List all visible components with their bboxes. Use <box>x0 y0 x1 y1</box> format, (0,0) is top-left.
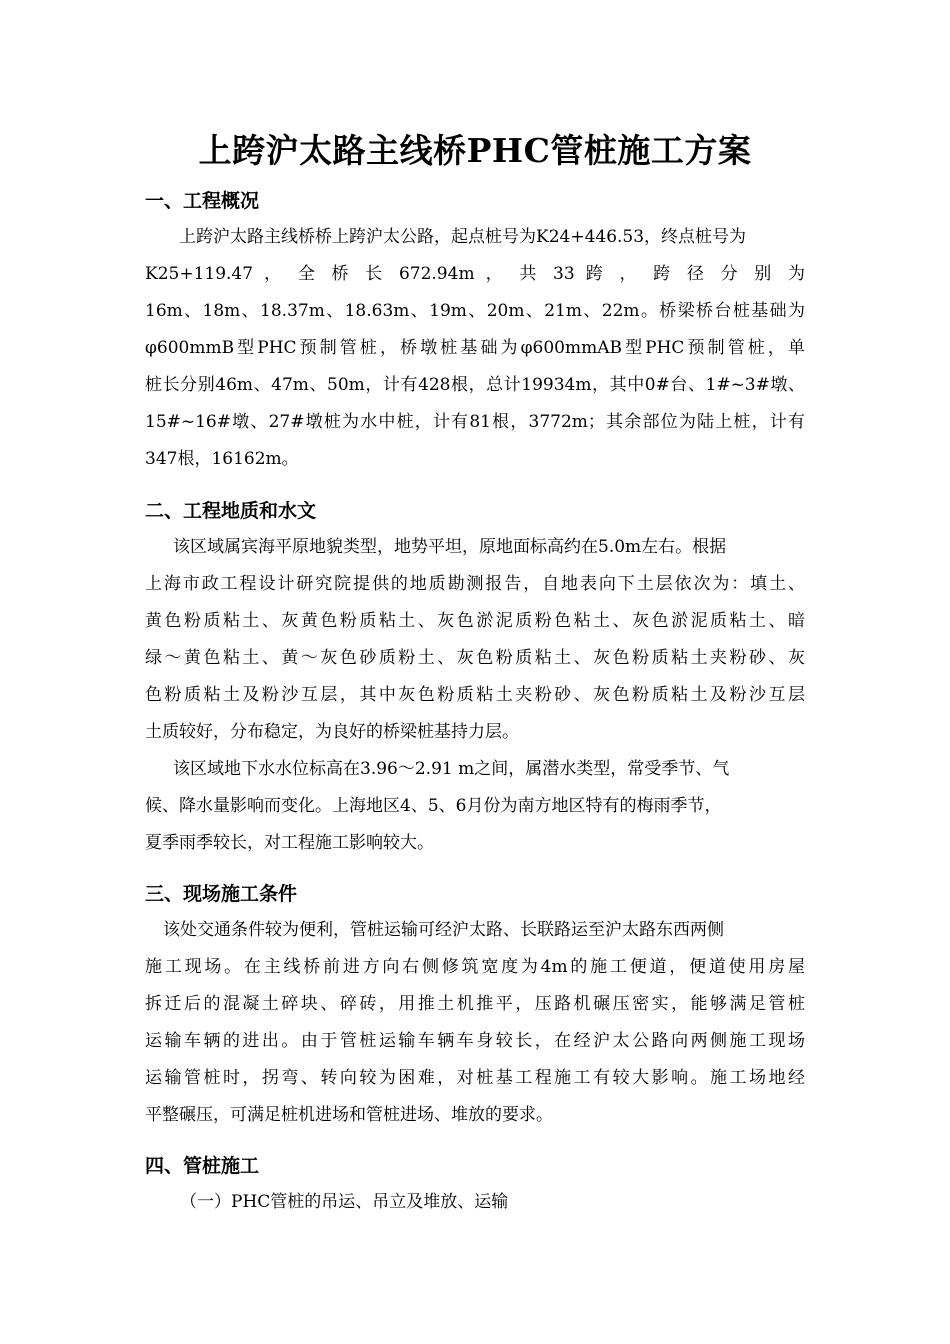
document-title: 上跨沪太路主线桥PHC管桩施工方案 <box>198 131 752 170</box>
paragraph-line: 上海市政工程设计研究院提供的地质勘测报告，自地表向下土层依次为：填土、 <box>145 574 805 594</box>
paragraph-line: 16m、18m、18.37m、18.63m、19m、20m、21m、22m。桥梁桥台桩基础为 <box>145 301 805 321</box>
paragraph-line: 桩长分别46m、47m、50m，计有428根，总计19934m，其中0#台、1#~3#墩、 <box>145 375 805 395</box>
paragraph-line: 15#~16#墩、27#墩桩为水中桩，计有81根，3772m；其余部位为陆上桩，计有 <box>145 412 805 432</box>
section-heading-pile-construction: 四、管桩施工 <box>145 1155 260 1177</box>
paragraph-line: 运输车辆的进出。由于管桩运输车辆车身较长，在经沪太公路向两侧施工现场 <box>145 1031 805 1051</box>
paragraph-line: 拆迁后的混凝土碎块、碎砖，用推土机推平，压路机碾压密实，能够满足管桩 <box>145 994 805 1014</box>
paragraph-line: 施工现场。在主线桥前进方向右侧修筑宽度为4m的施工便道，便道使用房屋 <box>145 957 805 977</box>
section-heading-overview: 一、工程概况 <box>145 190 260 212</box>
paragraph-line: 该区域地下水水位标高在3.96～2.91 m之间，属潜水类型，常受季节、气 <box>173 759 730 779</box>
paragraph-line: 运输管桩时，拐弯、转向较为困难，对桩基工程施工有较大影响。施工场地经 <box>145 1068 805 1088</box>
paragraph-line: K25+119.47 ， 全 桥 长 672.94m ， 共 33 跨 ， 跨 径 分 别 为 <box>145 264 805 284</box>
paragraph-line: 夏季雨季较长，对工程施工影响较大。 <box>145 833 434 853</box>
paragraph-line: 该区域属宾海平原地貌类型，地势平坦，原地面标高约在5.0m左右。根据 <box>173 537 727 557</box>
paragraph-line: 土质较好，分布稳定，为良好的桥梁桩基持力层。 <box>145 722 519 742</box>
section-heading-geology: 二、工程地质和水文 <box>145 500 317 522</box>
paragraph-line: 平整碾压，可满足桩机进场和管桩进场、堆放的要求。 <box>145 1105 553 1125</box>
paragraph-line: 该处交通条件较为便利，管桩运输可经沪太路、长联路运至沪太路东西两侧 <box>163 920 724 940</box>
paragraph-line: 绿～黄色粘土、黄～灰色砂质粉土、灰色粉质粘土、灰色粉质粘土夹粉砂、灰 <box>145 648 805 668</box>
paragraph-line: φ600mmB型PHC预制管桩，桥墩桩基础为φ600mmAB型PHC预制管桩，单 <box>145 338 805 358</box>
paragraph-line: 候、降水量影响而变化。上海地区4、5、6月份为南方地区特有的梅雨季节， <box>145 796 722 816</box>
section-body-overview <box>145 219 805 478</box>
section-body-site-conditions <box>145 912 805 1134</box>
paragraph-line: 上跨沪太路主线桥桥上跨沪太公路，起点桩号为K24+446.53，终点桩号为 <box>179 227 747 247</box>
section-heading-site-conditions: 三、现场施工条件 <box>145 883 298 905</box>
subsection-heading-transport: （一）PHC管桩的吊运、吊立及堆放、运输 <box>180 1192 509 1212</box>
paragraph-line: 色粉质粘土及粉沙互层，其中灰色粉质粘土夹粉砂、灰色粉质粘土及粉沙互层 <box>145 685 805 705</box>
paragraph-line: 347根，16162m。 <box>145 449 299 469</box>
paragraph-line: 黄色粉质粘土、灰黄色粉质粘土、灰色淤泥质粉色粘土、灰色淤泥质粘土、暗 <box>145 611 805 631</box>
section-body-geology <box>145 529 805 862</box>
